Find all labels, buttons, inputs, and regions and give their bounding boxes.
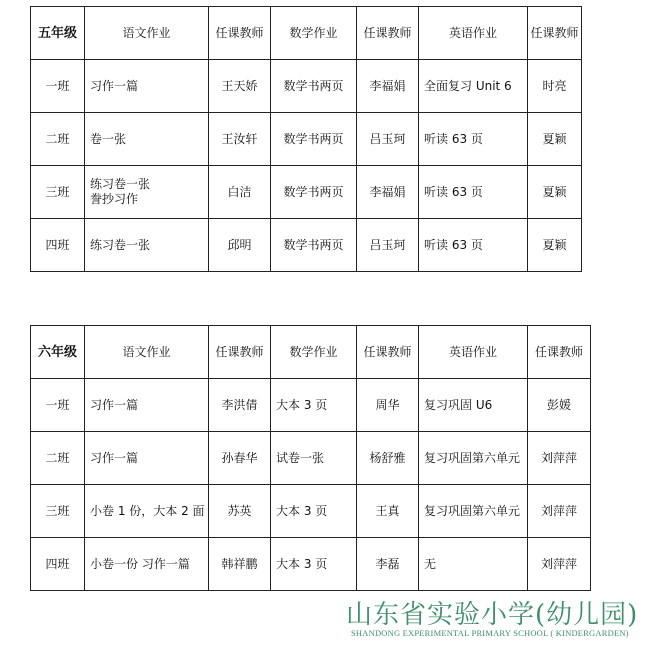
math-teacher: 杨舒雅: [357, 432, 419, 485]
header-math-homework: 数学作业: [271, 326, 357, 379]
chinese-teacher: 李洪倩: [209, 379, 271, 432]
grade6-homework-table: [30, 325, 591, 591]
chinese-teacher: 王天娇: [209, 60, 271, 113]
english-homework: 无: [419, 538, 528, 591]
school-logo-english: SHANDONG EXPERIMENTAL PRIMARY SCHOOL ( KINDERGARDEN): [351, 628, 629, 638]
math-homework: 试卷一张: [271, 432, 357, 485]
math-homework: 大本 3 页: [271, 538, 357, 591]
english-homework: 复习巩固第六单元: [419, 432, 528, 485]
class-name: 四班: [31, 219, 85, 272]
class-name: 二班: [31, 432, 85, 485]
table-header-row: [31, 326, 591, 379]
header-chinese-homework: 语文作业: [85, 326, 209, 379]
grade-label: 六年级: [31, 326, 85, 379]
chinese-teacher: 王汝轩: [209, 113, 271, 166]
chinese-homework: 习作一篇: [85, 432, 209, 485]
table-row: [31, 538, 591, 591]
grade-label: 五年级: [31, 7, 85, 60]
math-teacher: 李福娟: [357, 166, 419, 219]
math-teacher: 李磊: [357, 538, 419, 591]
class-name: 二班: [31, 113, 85, 166]
table-row: [31, 113, 582, 166]
chinese-teacher: 苏英: [209, 485, 271, 538]
math-homework: 数学书两页: [271, 219, 357, 272]
math-teacher: 王真: [357, 485, 419, 538]
chinese-teacher: 白洁: [209, 166, 271, 219]
chinese-homework-line: 练习卷一张: [90, 177, 151, 191]
header-teacher: 任课教师: [528, 7, 582, 60]
english-teacher: 彭媛: [528, 379, 591, 432]
table-header-row: [31, 7, 582, 60]
chinese-homework: 小卷 1 份，大本 2 面: [85, 485, 209, 538]
class-name: 三班: [31, 166, 85, 219]
english-homework: 复习巩固第六单元: [419, 485, 528, 538]
chinese-homework: 习作一篇: [85, 379, 209, 432]
table-row: [31, 219, 582, 272]
math-homework: 数学书两页: [271, 60, 357, 113]
english-teacher: 刘萍萍: [528, 538, 591, 591]
chinese-homework: [85, 166, 209, 219]
english-teacher: 夏颖: [528, 166, 582, 219]
english-teacher: 刘萍萍: [528, 432, 591, 485]
header-teacher: 任课教师: [209, 326, 271, 379]
header-chinese-homework: 语文作业: [85, 7, 209, 60]
header-teacher: 任课教师: [528, 326, 591, 379]
math-teacher: 周华: [357, 379, 419, 432]
math-teacher: 李福娟: [357, 60, 419, 113]
class-name: 三班: [31, 485, 85, 538]
math-teacher: 吕玉珂: [357, 113, 419, 166]
chinese-teacher: 孙春华: [209, 432, 271, 485]
chinese-homework: 卷一张: [85, 113, 209, 166]
chinese-teacher: 韩祥鹏: [209, 538, 271, 591]
english-homework: 听读 63 页: [419, 113, 528, 166]
math-homework: 数学书两页: [271, 166, 357, 219]
table-row: [31, 485, 591, 538]
english-teacher: 刘萍萍: [528, 485, 591, 538]
header-english-homework: 英语作业: [419, 7, 528, 60]
chinese-homework-line: 誊抄习作: [90, 192, 139, 206]
math-homework: 数学书两页: [271, 113, 357, 166]
class-name: 一班: [31, 60, 85, 113]
math-homework: 大本 3 页: [271, 485, 357, 538]
table-row: [31, 432, 591, 485]
header-math-homework: 数学作业: [271, 7, 357, 60]
school-logo-chinese: 山东省实验小学(幼儿园): [346, 600, 639, 630]
header-teacher: 任课教师: [357, 7, 419, 60]
english-teacher: 夏颖: [528, 219, 582, 272]
header-teacher: 任课教师: [209, 7, 271, 60]
class-name: 四班: [31, 538, 85, 591]
header-teacher: 任课教师: [357, 326, 419, 379]
english-homework: 复习巩固 U6: [419, 379, 528, 432]
english-homework: 听读 63 页: [419, 219, 528, 272]
english-homework: 听读 63 页: [419, 166, 528, 219]
table-row: [31, 60, 582, 113]
math-teacher: 吕玉珂: [357, 219, 419, 272]
grade5-homework-table: [30, 6, 582, 272]
class-name: 一班: [31, 379, 85, 432]
chinese-teacher: 邱明: [209, 219, 271, 272]
chinese-homework: 练习卷一张: [85, 219, 209, 272]
chinese-homework: 小卷一份 习作一篇: [85, 538, 209, 591]
math-homework: 大本 3 页: [271, 379, 357, 432]
english-teacher: 夏颖: [528, 113, 582, 166]
table-row: [31, 166, 582, 219]
english-homework: 全面复习 Unit 6: [419, 60, 528, 113]
table-row: [31, 379, 591, 432]
chinese-homework: 习作一篇: [85, 60, 209, 113]
header-english-homework: 英语作业: [419, 326, 528, 379]
english-teacher: 时亮: [528, 60, 582, 113]
